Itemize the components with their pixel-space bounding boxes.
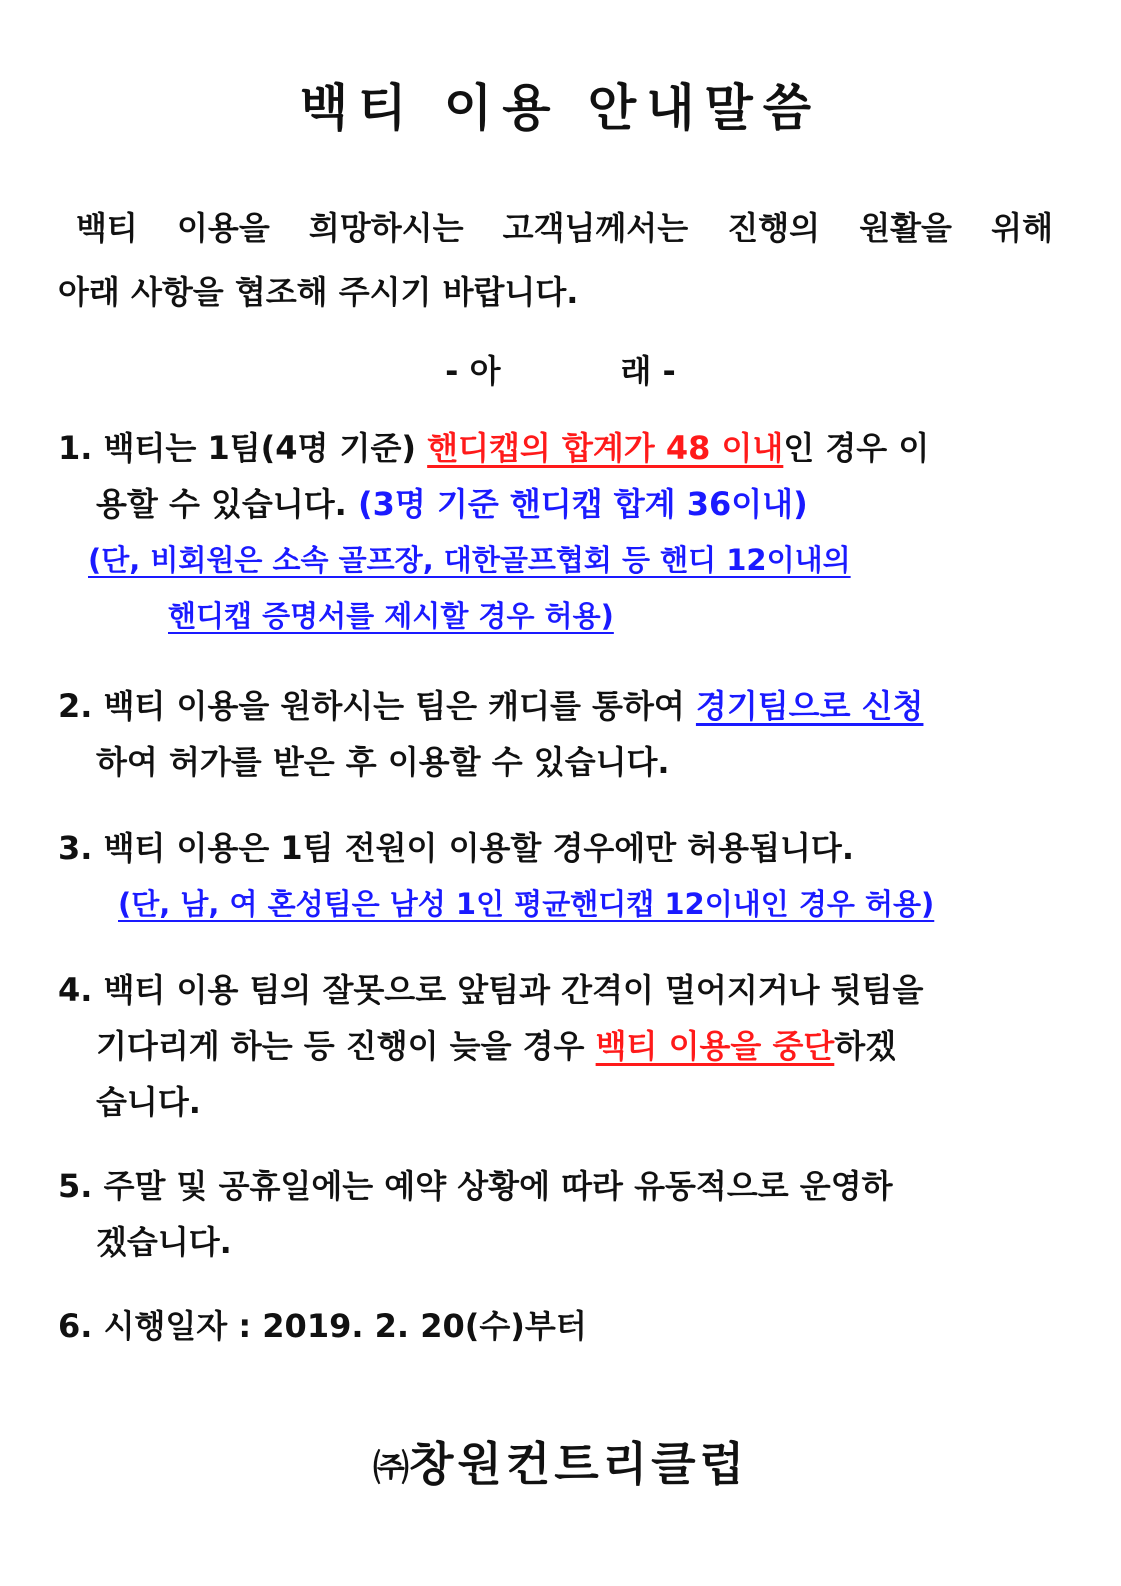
rule-1-text-a: 백티는 1팀(4명 기준) — [103, 429, 417, 467]
rule-3-note: (단, 남, 여 혼성팀은 남성 1인 평균핸디캡 12이내인 경우 허용) — [118, 887, 935, 921]
club-signature — [0, 1428, 1121, 1494]
rule-5-line-2 — [58, 1214, 1053, 1270]
rule-item-5 — [58, 1158, 1053, 1270]
rule-2-line-1 — [58, 678, 1053, 734]
rule-1-line-4 — [58, 588, 1053, 644]
rule-4-line-3 — [58, 1074, 1053, 1130]
rule-2-highlight: 경기팀으로 신청 — [695, 687, 924, 725]
rule-1-note-1: (단, 비회원은 소속 골프장, 대한골프협회 등 핸디 12이내의 — [88, 543, 851, 577]
rule-6-number: 6. — [58, 1307, 93, 1345]
corporation-mark: ㈜ — [372, 1448, 409, 1489]
rule-1-blue-note: (3명 기준 핸디캡 합계 36이내) — [357, 485, 808, 523]
intro-word: 희망하시는 — [308, 209, 464, 247]
intro-paragraph — [58, 196, 1053, 324]
rule-3-number: 3. — [58, 829, 93, 867]
rule-5-number: 5. — [58, 1167, 93, 1205]
rule-1-highlight: 핸디캡의 합계가 48 이내 — [427, 429, 784, 467]
intro-word: 진행의 — [727, 209, 821, 247]
section-heading — [0, 346, 1121, 392]
rule-4-line-1 — [58, 962, 1053, 1018]
rule-4-highlight: 백티 이용을 중단 — [595, 1027, 835, 1065]
rule-4-number: 4. — [58, 971, 93, 1009]
rule-1-text-c: 용할 수 있습니다. — [96, 485, 347, 523]
section-heading-left: - 아 — [445, 352, 501, 390]
section-heading-right: 래 - — [620, 352, 676, 390]
rule-item-1 — [58, 420, 1053, 644]
intro-word: 원활을 — [859, 209, 952, 247]
rule-3-text-a: 백티 이용은 1팀 전원이 이용할 경우에만 허용됩니다. — [103, 829, 854, 867]
club-name: 창원컨트리클럽 — [408, 1437, 749, 1491]
rule-3-line-1 — [58, 820, 1053, 876]
rule-5-text-b: 겠습니다. — [96, 1223, 232, 1261]
intro-word: 백티 — [76, 209, 138, 247]
rule-4-text-b: 기다리게 하는 등 진행이 늦을 경우 — [96, 1027, 585, 1065]
rule-4-line-2 — [58, 1018, 1053, 1074]
rule-2-line-2 — [58, 734, 1053, 790]
rule-6-text-a: 시행일자 : 2019. 2. 20(수)부터 — [103, 1307, 587, 1345]
rule-5-line-1 — [58, 1158, 1053, 1214]
intro-word: 위해 — [991, 209, 1053, 247]
intro-word: 이용을 — [177, 209, 270, 247]
page-title: 백티 이용 안내말씀 — [299, 79, 822, 137]
rule-item-6 — [58, 1298, 1053, 1354]
rule-1-line-3 — [58, 532, 1053, 588]
rule-1-text-b: 인 경우 이 — [783, 429, 930, 467]
rule-item-2 — [58, 678, 1053, 790]
rule-item-3 — [58, 820, 1053, 932]
rule-5-text-a: 주말 및 공휴일에는 예약 상황에 따라 유동적으로 운영하 — [103, 1167, 893, 1205]
rule-1-line-2 — [58, 476, 1053, 532]
rule-1-line-1 — [58, 420, 1053, 476]
rule-2-number: 2. — [58, 687, 93, 725]
intro-line-1 — [58, 196, 1053, 260]
rule-item-4 — [58, 962, 1053, 1130]
rule-3-line-2 — [58, 876, 1053, 932]
intro-word: 고객님께서는 — [502, 209, 689, 247]
rule-6-line-1 — [58, 1298, 1053, 1354]
rule-2-text-a: 백티 이용을 원하시는 팀은 캐디를 통하여 — [103, 687, 685, 725]
rule-1-number: 1. — [58, 429, 93, 467]
rule-1-note-2: 핸디캡 증명서를 제시할 경우 허용) — [168, 599, 614, 633]
rule-4-text-d: 습니다. — [96, 1083, 201, 1121]
rule-4-text-a: 백티 이용 팀의 잘못으로 앞팀과 간격이 멀어지거나 뒷팀을 — [103, 971, 924, 1009]
intro-line-2: 아래 사항을 협조해 주시기 바랍니다. — [58, 273, 579, 311]
rule-4-text-c: 하겠 — [834, 1027, 897, 1065]
rule-2-text-c: 하여 허가를 받은 후 이용할 수 있습니다. — [96, 743, 670, 781]
